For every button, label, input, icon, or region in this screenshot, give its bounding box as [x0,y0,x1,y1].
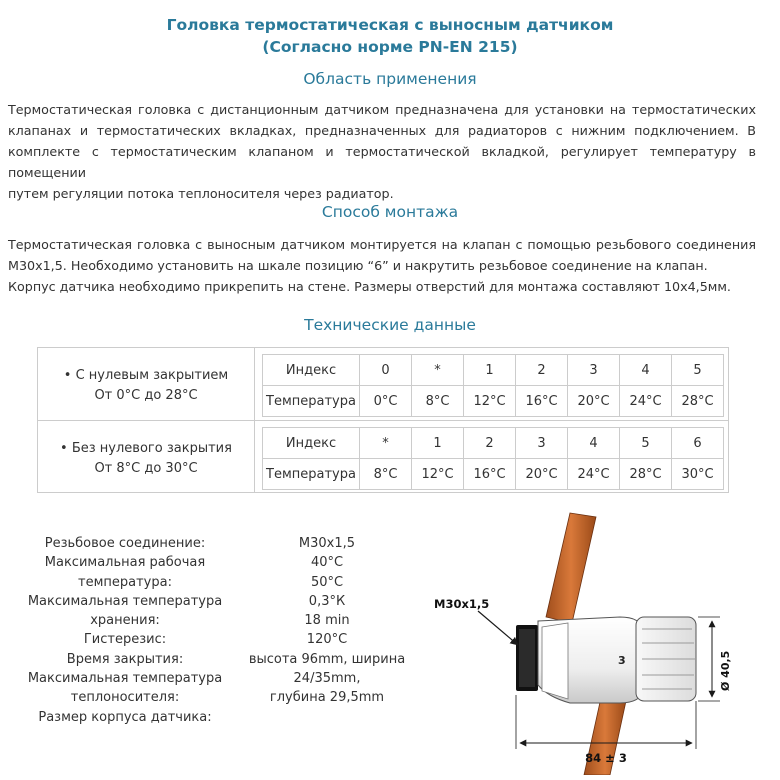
nut-highlight [519,629,535,687]
scale-mark: 3 [618,654,626,667]
temperature-cell: 20°С [516,459,568,490]
temperature-cell: 12°С [412,459,464,490]
index-cell: * [360,428,412,459]
index-cell: 0 [360,355,412,386]
temperature-cell: 30°С [672,459,724,490]
temperature-cell: 20°С [568,386,620,417]
application-text [8,99,756,204]
spec-value: 24/35mm, [293,671,361,687]
temperature-cell: 24°С [620,386,672,417]
index-cell: 2 [464,428,516,459]
application-line: путем регуляции потока теплоносителя через радиатор. [8,186,394,201]
capillary-tube-upper [546,513,596,623]
index-cell: 6 [672,428,724,459]
table-row [263,355,724,386]
temperature-cell: 28°С [620,459,672,490]
tech-divider [38,420,728,421]
index-cell: 4 [568,428,620,459]
tech-heading: Технические данные [304,316,476,334]
length-label: 84 ± 3 [585,751,627,765]
table-row [263,459,724,490]
temperature-cell: 8°С [360,459,412,490]
index-header: Индекс [263,355,360,386]
spec-value: 120°С [306,632,348,648]
spec-label: Размер корпуса датчика: [38,709,212,725]
temperature-cell: 28°С [672,386,724,417]
temperature-cell: 0°С [360,386,412,417]
mounting-line: М30х1,5. Необходимо установить на шкале позицию “6” и накрутить резьбовое соединение на клапан. [8,258,708,273]
page-title: Головка термостатическая с выносным датчиком [166,16,614,34]
spec-value: 40°С [310,555,344,571]
temperature-cell: 24°С [568,459,620,490]
spec-label: Время закрытия: [66,651,184,667]
temperature-cell: 12°С [464,386,516,417]
spec-value: глубина 29,5mm [269,690,385,706]
spec-label: Резьбовое соединение: [44,536,206,551]
specs-labels [18,534,232,727]
variant-name: • Без нулевого закрытия [60,441,232,456]
variant-name: • С нулевым закрытием [63,368,229,383]
index-cell: * [412,355,464,386]
spec-label: Максимальная рабочая [44,555,206,571]
temperature-header: Температура [263,386,360,417]
tech-column-divider [254,348,255,492]
index-cell: 5 [620,428,672,459]
specs-values [236,534,418,708]
spec-label: Максимальная температура [27,671,223,687]
variant-no-zero-values [262,427,724,490]
spec-label: Максимальная температура [27,593,223,609]
spec-label: хранения: [90,613,160,629]
index-cell: 2 [516,355,568,386]
variant-range: От 8°С до 30°С [94,461,198,476]
application-heading: Область применения [303,70,477,88]
temperature-header: Температура [263,459,360,490]
application-line: Термостатическая головка с дистанционным датчиком предназначена для установки на термостатических [8,102,756,117]
mounting-text [8,234,756,297]
mounting-line: Корпус датчика необходимо прикрепить на стене. Размеры отверстий для монтажа составляют 10х4,5мм. [8,279,731,294]
index-cell: 1 [412,428,464,459]
table-row [263,386,724,417]
table-row [263,428,724,459]
thermostatic-head-drawing [420,505,760,775]
spec-value: 50°С [310,574,344,590]
spec-label: теплоносителя: [70,690,180,706]
diameter-label: Ø 40,5 [719,650,732,691]
sleeve-band [542,623,568,699]
mounting-heading: Способ монтажа [321,203,459,221]
index-cell: 5 [672,355,724,386]
thread-label: M30x1,5 [434,597,490,611]
spec-label: температура: [78,574,172,590]
spec-value: М30х1,5 [298,536,356,551]
index-cell: 3 [516,428,568,459]
spec-label: Гистерезис: [83,632,167,648]
spec-value: 0,3°К [308,593,346,609]
variant-zero-values [262,354,724,417]
spec-value: 18 min [304,613,350,629]
spec-value: высота 96mm, ширина [248,651,406,667]
index-cell: 3 [568,355,620,386]
variant-no-zero-closure [38,439,254,479]
thread-pointer [478,611,518,645]
mounting-line: Термостатическая головка с выносным датчиком монтируется на клапан с помощью резьбового соединения [8,237,756,252]
temperature-cell: 16°С [516,386,568,417]
temperature-cell: 16°С [464,459,516,490]
application-line: комплекте с термостатическим клапаном и термостатической вкладкой, регулирует температуру в помещении [8,144,756,180]
variant-range: От 0°С до 28°С [94,388,198,403]
temperature-cell: 8°С [412,386,464,417]
index-cell: 4 [620,355,672,386]
index-cell: 1 [464,355,516,386]
index-header: Индекс [263,428,360,459]
application-line: клапанах и термостатических вкладках, предназначенных для радиаторов с нижним подключением. В [8,123,756,138]
variant-zero-closure [38,366,254,406]
tech-data-table [37,347,729,493]
page-subtitle: (Согласно норме PN-EN 215) [262,38,518,56]
